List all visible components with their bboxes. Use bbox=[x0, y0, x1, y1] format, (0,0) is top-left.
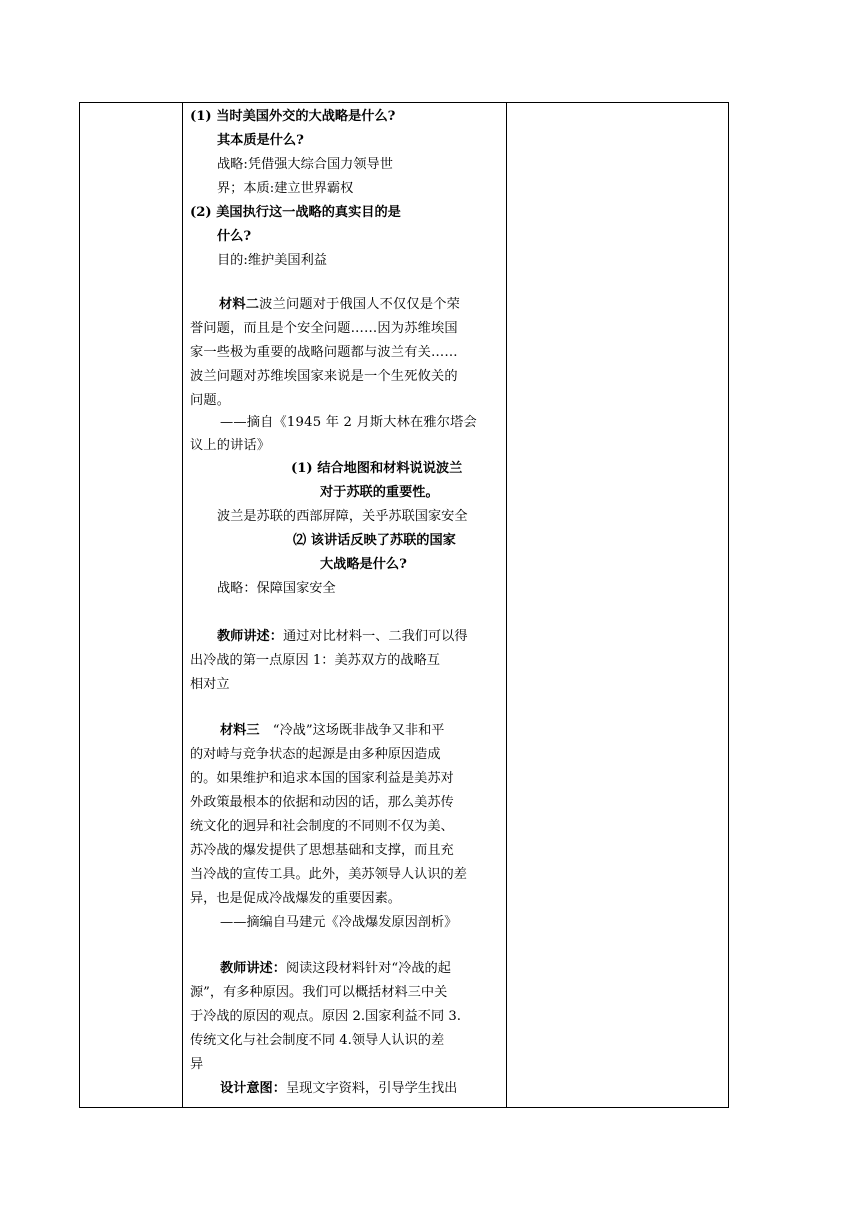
material-2-label: 材料二 bbox=[219, 297, 260, 312]
material-3-line-7: 当冷战的宣传工具。此外，美苏领导人认识的差 bbox=[190, 867, 467, 882]
teacher-note-2-line-3: 于冷战的原因的观点。原因 2.国家利益不同 3. bbox=[190, 1009, 461, 1024]
design-intent-text-1: 呈现文字资料，引导学生找出 bbox=[285, 1081, 458, 1096]
material-2-line-1 bbox=[219, 293, 460, 317]
question-1-line-1: (1) 当时美国外交的大战略是什么? bbox=[190, 109, 396, 124]
teacher-note-2-line-2: 源”，有多种原因。我们可以概括材料三中关 bbox=[190, 985, 448, 1000]
answer-3: 波兰是苏联的西部屏障，关乎苏联国家安全 bbox=[217, 509, 468, 524]
answer-1-line-2: 界；本质:建立世界霸权 bbox=[217, 181, 354, 196]
design-intent-label: 设计意图： bbox=[220, 1081, 286, 1096]
material-2-line-5: 问题。 bbox=[190, 393, 231, 408]
material-3-label: 材料三 bbox=[220, 723, 260, 738]
material-3-line-2: 的对峙与竞争状态的起源是由多种原因造成 bbox=[190, 747, 441, 762]
teacher-note-1-line-2: 出冷战的第一点原因 1：美苏双方的战略互 bbox=[190, 653, 440, 668]
teacher-note-2-label: 教师讲述： bbox=[220, 961, 286, 976]
material-3-text-1: “冷战”这场既非战争又非和平 bbox=[259, 723, 445, 738]
material-3-line-6: 苏冷战的爆发提供了思想基础和支撑，而且充 bbox=[190, 843, 454, 858]
answer-4: 战略：保障国家安全 bbox=[217, 581, 336, 596]
question-2-line-1: (2) 美国执行这一战略的真实目的是 bbox=[190, 205, 401, 220]
material-3-line-4: 外政策最根本的依据和动因的话，那么美苏传 bbox=[190, 795, 454, 810]
teacher-note-1-text-1: 通过对比材料一、二我们可以得 bbox=[282, 629, 468, 644]
question-4-line-1: ⑵ 该讲话反映了苏联的国家 bbox=[293, 533, 456, 548]
answer-2: 目的:维护美国利益 bbox=[217, 253, 327, 268]
material-2-text-1: 波兰问题对于俄国人不仅仅是个荣 bbox=[259, 297, 460, 312]
question-4-line-2: 大战略是什么? bbox=[320, 557, 407, 572]
question-3-line-1: (1) 结合地图和材料说说波兰 bbox=[291, 461, 463, 476]
material-3-source: ——摘编自马建元《冷战爆发原因剖析》 bbox=[220, 915, 458, 930]
material-2-line-4: 波兰问题对苏维埃国家来说是一个生死攸关的 bbox=[190, 369, 458, 384]
teacher-note-2-line-4: 传统文化与社会制度不同 4.领导人认识的差 bbox=[190, 1033, 445, 1048]
material-3-line-3: 的。如果维护和追求本国的国家利益是美苏对 bbox=[190, 771, 454, 786]
material-3-line-1 bbox=[220, 719, 444, 743]
teacher-note-2-line-1 bbox=[220, 957, 451, 981]
design-intent-line-1 bbox=[220, 1077, 457, 1101]
teacher-note-2-text-1: 阅读这段材料针对“冷战的起 bbox=[285, 961, 451, 976]
teacher-note-1-line-1 bbox=[217, 625, 468, 649]
material-3-line-8: 异，也是促成冷战爆发的重要因素。 bbox=[190, 891, 401, 906]
material-2-line-3: 家一些极为重要的战略问题都与波兰有关…… bbox=[190, 345, 458, 360]
material-3-line-5: 统文化的迥异和社会制度的不同则不仅为美、 bbox=[190, 819, 454, 834]
teacher-note-1-line-3: 相对立 bbox=[190, 677, 230, 692]
left-column-cell bbox=[80, 103, 182, 1107]
right-column-cell bbox=[507, 103, 728, 1107]
question-2-line-2: 什么? bbox=[217, 229, 252, 244]
material-2-source-2: 议上的讲话》 bbox=[190, 438, 271, 453]
question-3-line-2: 对于苏联的重要性。 bbox=[320, 485, 439, 500]
material-2-line-2: 誉问题，而且是个安全问题……因为苏维埃国 bbox=[190, 321, 458, 336]
lesson-table bbox=[79, 102, 729, 1108]
question-1-line-2: 其本质是什么? bbox=[217, 133, 304, 148]
answer-1-line-1: 战略:凭借强大综合国力领导世 bbox=[217, 157, 393, 172]
column-divider-left bbox=[182, 103, 183, 1107]
material-2-source-1: ——摘自《1945 年 2 月斯大林在雅尔塔会 bbox=[220, 415, 477, 430]
teacher-note-2-line-5: 异 bbox=[190, 1057, 204, 1072]
teacher-note-1-label: 教师讲述： bbox=[217, 629, 283, 644]
